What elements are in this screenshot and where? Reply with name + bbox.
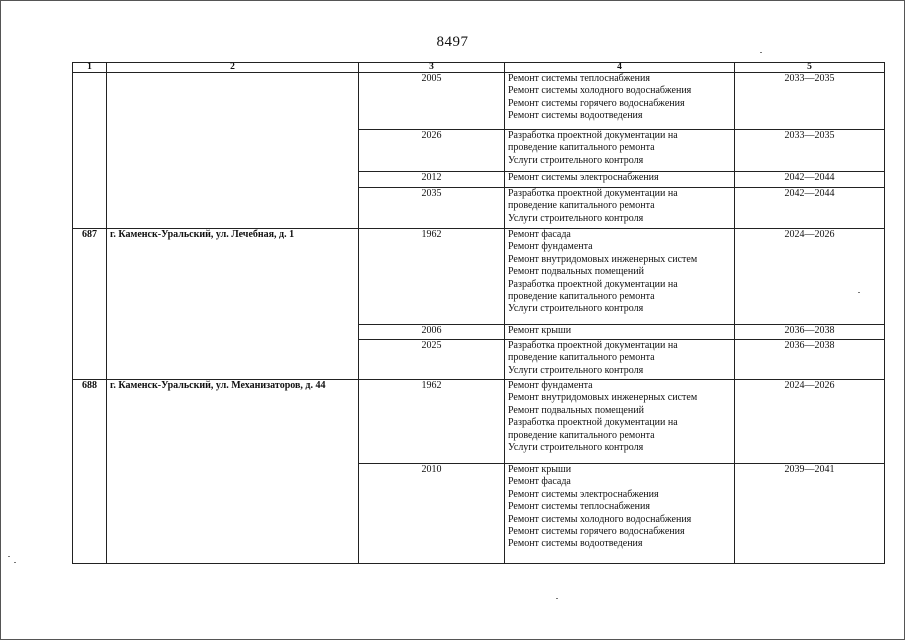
repair-work-item: Ремонт крыши [508,325,572,336]
last-repair-year: 1962 [359,229,505,325]
repair-work-item: Разработка проектной документации на [508,188,678,199]
repair-work-item: Ремонт системы электроснабжения [508,172,659,183]
repair-work-item: Ремонт фасада [508,229,571,240]
repair-work-item: Разработка проектной документации на [508,278,678,290]
object-number [73,73,107,229]
scan-speck [858,292,860,293]
repair-work-item: Ремонт системы горячего водоснабжения [508,526,685,538]
repair-work-item: Ремонт системы холодного водоснабжения [508,513,692,525]
header-col-3: 3 [359,63,505,73]
repair-work-item: проведение капитального ремонта [508,200,655,212]
last-repair-year: 2005 [359,73,505,130]
repair-work-item: Ремонт фундамента [508,241,593,253]
repair-works-cell [505,340,735,380]
repair-works-cell [505,130,735,172]
planned-period: 2036—2038 [735,325,885,340]
repair-work-item: проведение капитального ремонта [508,429,655,441]
repair-work-item: Услуги строительного контроля [508,364,644,376]
repair-work-item: Разработка проектной документации на [508,130,678,141]
table-body [73,73,885,564]
repair-work-item: Ремонт фундамента [508,380,593,391]
object-number: 688 [73,380,107,564]
planned-period: 2042—2044 [735,172,885,188]
repair-works-cell [505,325,735,340]
planned-period: 2033—2035 [735,130,885,172]
repair-work-item: Услуги строительного контроля [508,442,644,454]
repair-work-item: Ремонт подвальных помещений [508,266,644,278]
table-row [73,229,885,325]
repair-work-item: Ремонт системы теплоснабжения [508,73,650,84]
repair-works-cell [505,380,735,464]
planned-period: 2042—2044 [735,188,885,229]
repair-work-item: Ремонт фасада [508,476,571,488]
repair-work-item: Разработка проектной документации на [508,340,678,351]
header-col-4: 4 [505,63,735,73]
object-address: г. Каменск-Уральский, ул. Механизаторов, д. 44 [107,380,359,564]
repair-work-item: Ремонт системы водоотведения [508,538,643,550]
planned-period: 2033—2035 [735,73,885,130]
repair-works-cell [505,188,735,229]
planned-period: 2024—2026 [735,380,885,464]
repair-work-item: Ремонт системы горячего водоснабжения [508,97,685,109]
repair-work-item: Ремонт крыши [508,464,572,475]
scan-speck [760,52,762,53]
repair-works-cell [505,229,735,325]
scan-speck [556,598,558,599]
repair-works-cell [505,73,735,130]
page-number: 8497 [436,34,469,50]
repair-work-item: Услуги строительного контроля [508,212,644,224]
repair-work-item: Ремонт системы водоотведения [508,110,643,122]
repair-work-item: Ремонт внутридомовых инженерных систем [508,392,698,404]
planned-period: 2036—2038 [735,340,885,380]
header-col-1: 1 [73,63,107,73]
repair-work-item: Услуги строительного контроля [508,154,644,166]
repair-works-cell [505,464,735,564]
repair-work-item: Услуги строительного контроля [508,303,644,315]
object-address: г. Каменск-Уральский, ул. Лечебная, д. 1 [107,229,359,380]
object-number: 687 [73,229,107,380]
repair-work-item: Разработка проектной документации на [508,417,678,429]
planned-period: 2024—2026 [735,229,885,325]
header-row [73,63,885,73]
last-repair-year: 2006 [359,325,505,340]
last-repair-year: 2010 [359,464,505,564]
scan-speck [14,562,16,563]
header-col-5: 5 [735,63,885,73]
repair-work-item: Ремонт системы теплоснабжения [508,501,650,513]
repair-work-item: Ремонт внутридомовых инженерных систем [508,253,698,265]
table-row [73,380,885,464]
repair-work-item: проведение капитального ремонта [508,352,655,364]
last-repair-year: 2026 [359,130,505,172]
header-col-2: 2 [107,63,359,73]
last-repair-year: 1962 [359,380,505,464]
capital-repair-table [72,62,885,564]
repair-work-item: Ремонт системы холодного водоснабжения [508,85,692,97]
repair-works-cell [505,172,735,188]
planned-period: 2039—2041 [735,464,885,564]
repair-work-item: Ремонт системы электроснабжения [508,488,659,500]
repair-work-item: Ремонт подвальных помещений [508,404,644,416]
table-row [73,73,885,130]
scan-speck [8,556,10,557]
last-repair-year: 2035 [359,188,505,229]
object-address [107,73,359,229]
last-repair-year: 2012 [359,172,505,188]
repair-work-item: проведение капитального ремонта [508,142,655,154]
last-repair-year: 2025 [359,340,505,380]
repair-work-item: проведение капитального ремонта [508,291,655,303]
